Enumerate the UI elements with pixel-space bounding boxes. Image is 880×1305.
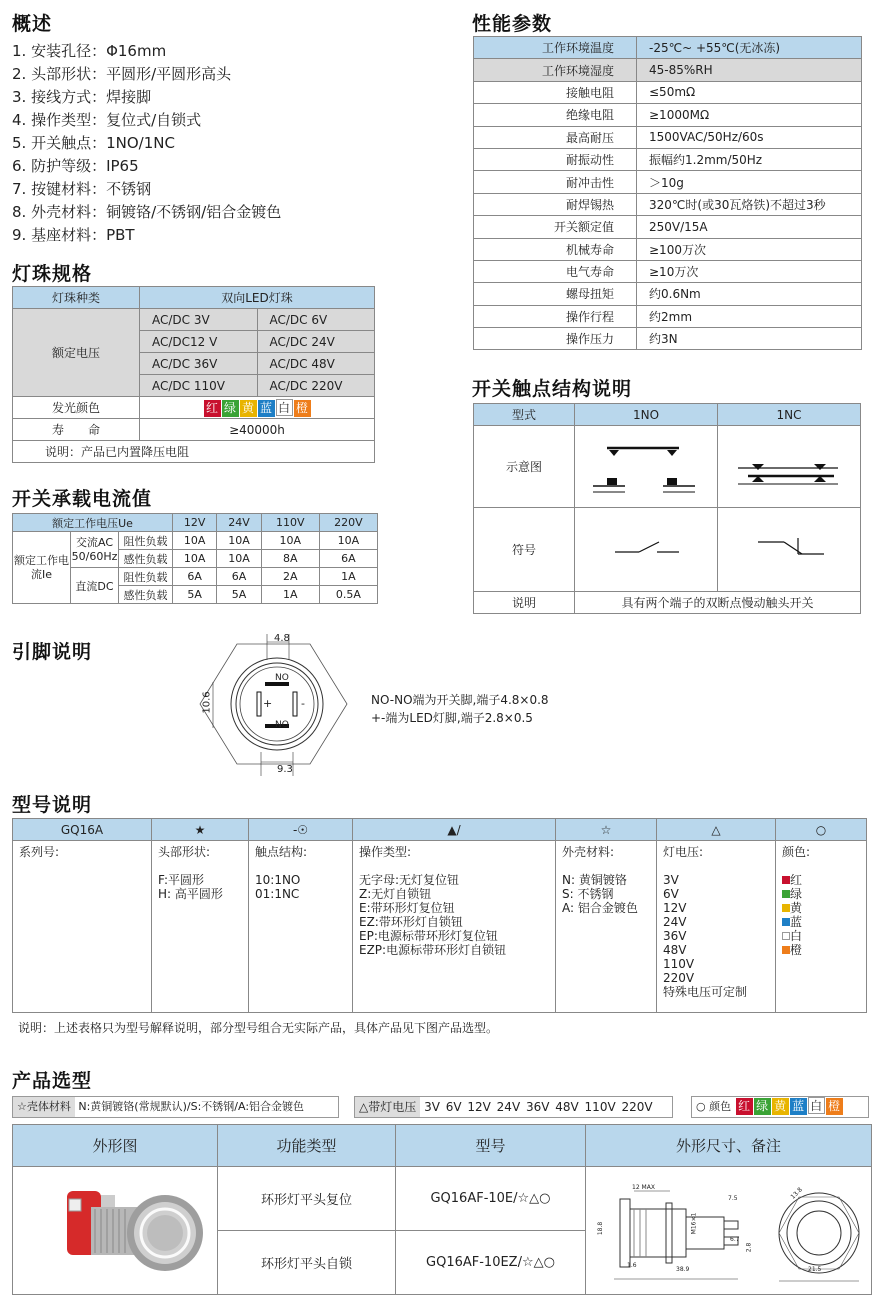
load-cell: 5A — [217, 586, 261, 604]
color-filter-tag: ○ 颜色 — [696, 1100, 732, 1113]
product-image — [25, 1169, 205, 1289]
model-color-text: 白 — [790, 929, 803, 943]
dim-label: 18.8 — [597, 1221, 605, 1236]
model-head: ★ — [152, 819, 249, 841]
perf-value: 250V/15A — [637, 216, 862, 238]
load-rated-label: 额定工作电流Ie — [13, 532, 71, 604]
product-func: 环形灯平头自锁 — [218, 1231, 396, 1295]
model-option: 6V — [663, 887, 679, 901]
model-option: 220V — [663, 971, 695, 985]
perf-key: 开关额定值 — [474, 216, 637, 238]
model-head: ○ — [776, 819, 867, 841]
color-swatch-red: 红 — [204, 400, 221, 417]
shell-filter-tag: ☆壳体材料 — [13, 1097, 75, 1117]
model-option: H: 高平圆形 — [158, 887, 223, 901]
model-op — [353, 841, 556, 1013]
dim-label: 38.9 — [676, 1266, 690, 1273]
load-volt: 24V — [217, 514, 261, 532]
model-option: 3V — [663, 873, 679, 887]
model-color-item — [782, 873, 860, 887]
load-ind-label: 感性负载 — [119, 550, 173, 568]
model-color-text: 橙 — [790, 943, 803, 957]
load-cell: 10A — [173, 550, 217, 568]
product-func: 环形灯平头复位 — [218, 1167, 396, 1231]
contact-desc-text: 具有两个端子的双断点慢动触头开关 — [575, 592, 861, 614]
dim-label: 12 MAX — [632, 1184, 655, 1191]
color-dot-blue — [782, 918, 790, 926]
load-dc-label: 直流DC — [71, 568, 119, 604]
volt-filter-tag: △带灯电压 — [355, 1097, 420, 1117]
dim-label: 2.8 — [745, 1242, 753, 1253]
model-color-item — [782, 943, 860, 957]
color-swatch-red: 红 — [736, 1098, 753, 1115]
load-title: 开关承载电流值 — [12, 488, 153, 510]
perf-value: 约3N — [637, 328, 862, 350]
led-volt: AC/DC 48V — [257, 353, 375, 375]
perf-key: 螺母扭矩 — [474, 283, 637, 305]
perf-key: 绝缘电阻 — [474, 104, 637, 126]
pin-note-1: NO-NO端为开关脚,端子4.8×0.8 — [371, 693, 549, 707]
perf-value: ≥1000MΩ — [637, 104, 862, 126]
model-color-text: 黄 — [790, 901, 803, 915]
dim-label: M16×1 — [690, 1212, 698, 1235]
model-head: ☆ — [556, 819, 657, 841]
product-table — [12, 1124, 872, 1295]
perf-key: 工作环境温度 — [474, 37, 637, 59]
led-volt: AC/DC 3V — [140, 309, 258, 331]
model-option: 特殊电压可定制 — [663, 985, 748, 999]
model-color-item — [782, 887, 860, 901]
model-color-label: 颜色: — [782, 845, 811, 859]
load-cell: 10A — [217, 550, 261, 568]
dim-label: 1.6 — [627, 1262, 637, 1269]
load-cell: 10A — [319, 532, 377, 550]
volt-filter-text: 3V 6V 12V 24V 36V 48V 110V 220V — [424, 1100, 653, 1114]
model-color-text: 红 — [790, 873, 803, 887]
perf-key: 接触电阻 — [474, 81, 637, 103]
color-dot-orange — [782, 946, 790, 954]
overview-item: 7. 按键材料：不锈钢 — [12, 180, 152, 198]
load-res-label: 阻性负载 — [119, 568, 173, 586]
pin-note-2: +-端为LED灯脚,端子2.8×0.5 — [371, 711, 533, 725]
led-volt: AC/DC 6V — [257, 309, 375, 331]
load-cell: 1A — [319, 568, 377, 586]
model-color-text: 蓝 — [790, 915, 803, 929]
model-option: 无字母:无灯复位钮 — [359, 873, 460, 887]
perf-key: 耐冲击性 — [474, 171, 637, 193]
dim-label: 13.8 — [789, 1186, 804, 1201]
perf-value: 320℃时(或30瓦烙铁)不超过3秒 — [637, 193, 862, 215]
led-rated-label: 额定电压 — [13, 309, 140, 397]
perf-table — [473, 36, 862, 350]
model-contact — [249, 841, 353, 1013]
pin-title: 引脚说明 — [12, 641, 93, 663]
volt-filter — [354, 1096, 673, 1118]
model-option: 01:1NC — [255, 887, 300, 901]
model-head: -☉ — [249, 819, 353, 841]
model-note: 说明：上述表格只为型号解释说明，部分型号组合无实际产品，具体产品见下图产品选型。 — [18, 1021, 499, 1035]
contact-title: 开关触点结构说明 — [472, 378, 633, 400]
perf-value: 1500VAC/50Hz/60s — [637, 126, 862, 148]
color-swatch-blue: 蓝 — [790, 1098, 807, 1115]
model-lv-label: 灯电压: — [663, 845, 704, 859]
model-color-item — [782, 901, 860, 915]
nc-symbol — [718, 508, 861, 592]
product-model: GQ16AF-10EZ/☆△○ — [396, 1231, 586, 1295]
perf-value: ≤50mΩ — [637, 81, 862, 103]
model-option: EP:电源标带环形灯复位钮 — [359, 929, 498, 943]
pin-no-bottom: NO — [275, 720, 289, 730]
product-head-func: 功能类型 — [218, 1125, 396, 1167]
pin-minus: - — [301, 697, 305, 710]
model-contact-label: 触点结构: — [255, 845, 308, 859]
color-dot-yellow — [782, 904, 790, 912]
model-lv — [657, 841, 776, 1013]
load-volt: 220V — [319, 514, 377, 532]
model-option: 10:1NO — [255, 873, 301, 887]
load-cell: 8A — [261, 550, 319, 568]
perf-key: 操作行程 — [474, 305, 637, 327]
perf-key: 电气寿命 — [474, 260, 637, 282]
product-head-dim: 外形尺寸、备注 — [586, 1125, 872, 1167]
shell-filter — [12, 1096, 339, 1118]
no-diagram — [575, 426, 718, 508]
contact-table — [473, 403, 861, 614]
perf-value: 约0.6Nm — [637, 283, 862, 305]
model-option: EZP:电源标带环形灯自锁钮 — [359, 943, 507, 957]
model-option: EZ:带环形灯自锁钮 — [359, 915, 463, 929]
load-ind-label: 感性负载 — [119, 586, 173, 604]
load-volt: 12V — [173, 514, 217, 532]
color-dot-white — [782, 932, 790, 940]
contact-nc-label: 1NC — [718, 404, 861, 426]
load-cell: 6A — [217, 568, 261, 586]
load-res-label: 阻性负载 — [119, 532, 173, 550]
load-ac-label: 交流AC 50/60Hz — [71, 532, 119, 568]
load-cell: 5A — [173, 586, 217, 604]
load-cell: 6A — [319, 550, 377, 568]
perf-value: 振幅约1.2mm/50Hz — [637, 148, 862, 170]
led-table — [12, 286, 375, 463]
color-swatch-white: 白 — [808, 1097, 825, 1114]
model-option: E:带环形灯复位钮 — [359, 901, 455, 915]
contact-desc-label: 说明 — [474, 592, 575, 614]
color-swatch-orange: 橙 — [294, 400, 311, 417]
overview-item: 3. 接线方式：焊接脚 — [12, 88, 152, 106]
overview-title: 概述 — [12, 13, 53, 35]
overview-item: 9. 基座材料：PBT — [12, 226, 135, 244]
pin-no-top: NO — [275, 673, 289, 683]
load-cell: 10A — [217, 532, 261, 550]
model-series — [13, 841, 152, 1013]
overview-item: 5. 开关触点：1NO/1NC — [12, 134, 175, 152]
product-model: GQ16AF-10E/☆△○ — [396, 1167, 586, 1231]
model-shell-label: 外壳材料: — [562, 845, 615, 859]
pin-dim-width: 4.8 — [274, 633, 290, 644]
load-table — [12, 513, 378, 604]
color-dot-red — [782, 876, 790, 884]
led-title: 灯珠规格 — [12, 263, 93, 285]
pin-plus: + — [263, 697, 273, 710]
perf-key: 耐振动性 — [474, 148, 637, 170]
model-title: 型号说明 — [12, 794, 93, 816]
perf-value: ≥100万次 — [637, 238, 862, 260]
model-option: S: 不锈钢 — [562, 887, 614, 901]
perf-value: 约2mm — [637, 305, 862, 327]
overview-item: 8. 外壳材料：铜镀铬/不锈钢/铝合金镀色 — [12, 203, 282, 221]
model-option: F:平圆形 — [158, 873, 205, 887]
load-cell: 10A — [261, 532, 319, 550]
model-head-shape-label: 头部形状: — [158, 845, 211, 859]
model-head-shape — [152, 841, 249, 1013]
perf-key: 最高耐压 — [474, 126, 637, 148]
overview-item: 6. 防护等级：IP65 — [12, 157, 139, 175]
contact-type-label: 型式 — [474, 404, 575, 426]
pin-dim-height: 10.6 — [201, 691, 213, 714]
dim-label: 21.5 — [808, 1266, 822, 1273]
model-option: 36V — [663, 929, 687, 943]
color-swatch-yellow: 黄 — [772, 1098, 789, 1115]
load-head: 额定工作电压Ue — [13, 514, 173, 532]
select-title: 产品选型 — [12, 1070, 93, 1092]
contact-symbol-label: 符号 — [474, 508, 575, 592]
dim-label: 7.5 — [728, 1195, 738, 1202]
color-swatch-white: 白 — [276, 399, 293, 416]
color-swatch-green: 绿 — [222, 400, 239, 417]
model-option: 12V — [663, 901, 687, 915]
led-volt: AC/DC 36V — [140, 353, 258, 375]
led-color-label: 发光颜色 — [13, 397, 140, 419]
color-swatch-yellow: 黄 — [240, 400, 257, 417]
model-option: N: 黄铜镀铬 — [562, 873, 627, 887]
perf-value: ＞10g — [637, 171, 862, 193]
perf-key: 耐焊锡热 — [474, 193, 637, 215]
product-head-img: 外形图 — [13, 1125, 218, 1167]
color-swatch-green: 绿 — [754, 1098, 771, 1115]
color-swatch-blue: 蓝 — [258, 400, 275, 417]
overview-item: 4. 操作类型：复位式/自锁式 — [12, 111, 202, 129]
color-filter — [691, 1096, 869, 1118]
shell-filter-text: N:黄铜镀铬(常规默认)/S:不锈钢/A:铝合金镀色 — [78, 1100, 305, 1113]
load-cell: 1A — [261, 586, 319, 604]
contact-no-label: 1NO — [575, 404, 718, 426]
color-swatch-orange: 橙 — [826, 1098, 843, 1115]
overview-list — [12, 40, 281, 247]
led-volt: AC/DC 220V — [257, 375, 375, 397]
model-table — [12, 818, 867, 1013]
led-volt: AC/DC 24V — [257, 331, 375, 353]
pin-diagram — [195, 630, 355, 778]
led-color-swatches — [140, 397, 375, 419]
led-life-label: 寿 命 — [13, 419, 140, 441]
perf-value: ≥10万次 — [637, 260, 862, 282]
model-color-text: 绿 — [790, 887, 803, 901]
nc-symbol-icon — [718, 508, 860, 588]
product-dim-cell — [586, 1167, 872, 1295]
no-contact-diagram — [575, 426, 717, 504]
led-life-value: ≥40000h — [140, 419, 375, 441]
model-option: 110V — [663, 957, 695, 971]
perf-value: -25℃~ +55℃(无冰冻) — [637, 37, 862, 59]
perf-key: 机械寿命 — [474, 238, 637, 260]
nc-contact-diagram — [718, 426, 860, 504]
model-color-item — [782, 915, 860, 929]
model-head: △ — [657, 819, 776, 841]
perf-title: 性能参数 — [472, 13, 553, 35]
nc-diagram — [718, 426, 861, 508]
model-shell — [556, 841, 657, 1013]
product-head-model: 型号 — [396, 1125, 586, 1167]
perf-key: 操作压力 — [474, 328, 637, 350]
model-option: Z:无灯自锁钮 — [359, 887, 432, 901]
model-option: 24V — [663, 915, 687, 929]
model-color-item — [782, 929, 860, 943]
led-volt: AC/DC 110V — [140, 375, 258, 397]
load-cell: 2A — [261, 568, 319, 586]
overview-item: 1. 安装孔径：Φ16mm — [12, 42, 167, 60]
contact-diagram-label: 示意图 — [474, 426, 575, 508]
model-head: ▲/ — [353, 819, 556, 841]
overview-item: 2. 头部形状：平圆形/平圆形高头 — [12, 65, 232, 83]
product-image-cell — [13, 1167, 218, 1295]
color-dot-green — [782, 890, 790, 898]
model-series-label: 系列号: — [19, 845, 60, 859]
model-op-label: 操作类型: — [359, 845, 412, 859]
led-volt: AC/DC12 V — [140, 331, 258, 353]
load-cell: 6A — [173, 568, 217, 586]
led-note: 说明：产品已内置降压电阻 — [13, 441, 375, 463]
load-cell: 10A — [173, 532, 217, 550]
led-head-type: 灯珠种类 — [13, 287, 140, 309]
model-option: 48V — [663, 943, 687, 957]
pin-dim-bottom: 9.3 — [277, 764, 293, 775]
model-color — [776, 841, 867, 1013]
no-symbol — [575, 508, 718, 592]
dim-label: 6.7 — [730, 1236, 740, 1243]
no-symbol-icon — [575, 508, 717, 588]
perf-value: 45-85%RH — [637, 59, 862, 81]
perf-key: 工作环境湿度 — [474, 59, 637, 81]
load-volt: 110V — [261, 514, 319, 532]
led-head-value: 双向LED灯珠 — [140, 287, 375, 309]
model-head: GQ16A — [13, 819, 152, 841]
model-option: A: 铝合金镀色 — [562, 901, 638, 915]
load-cell: 0.5A — [319, 586, 377, 604]
